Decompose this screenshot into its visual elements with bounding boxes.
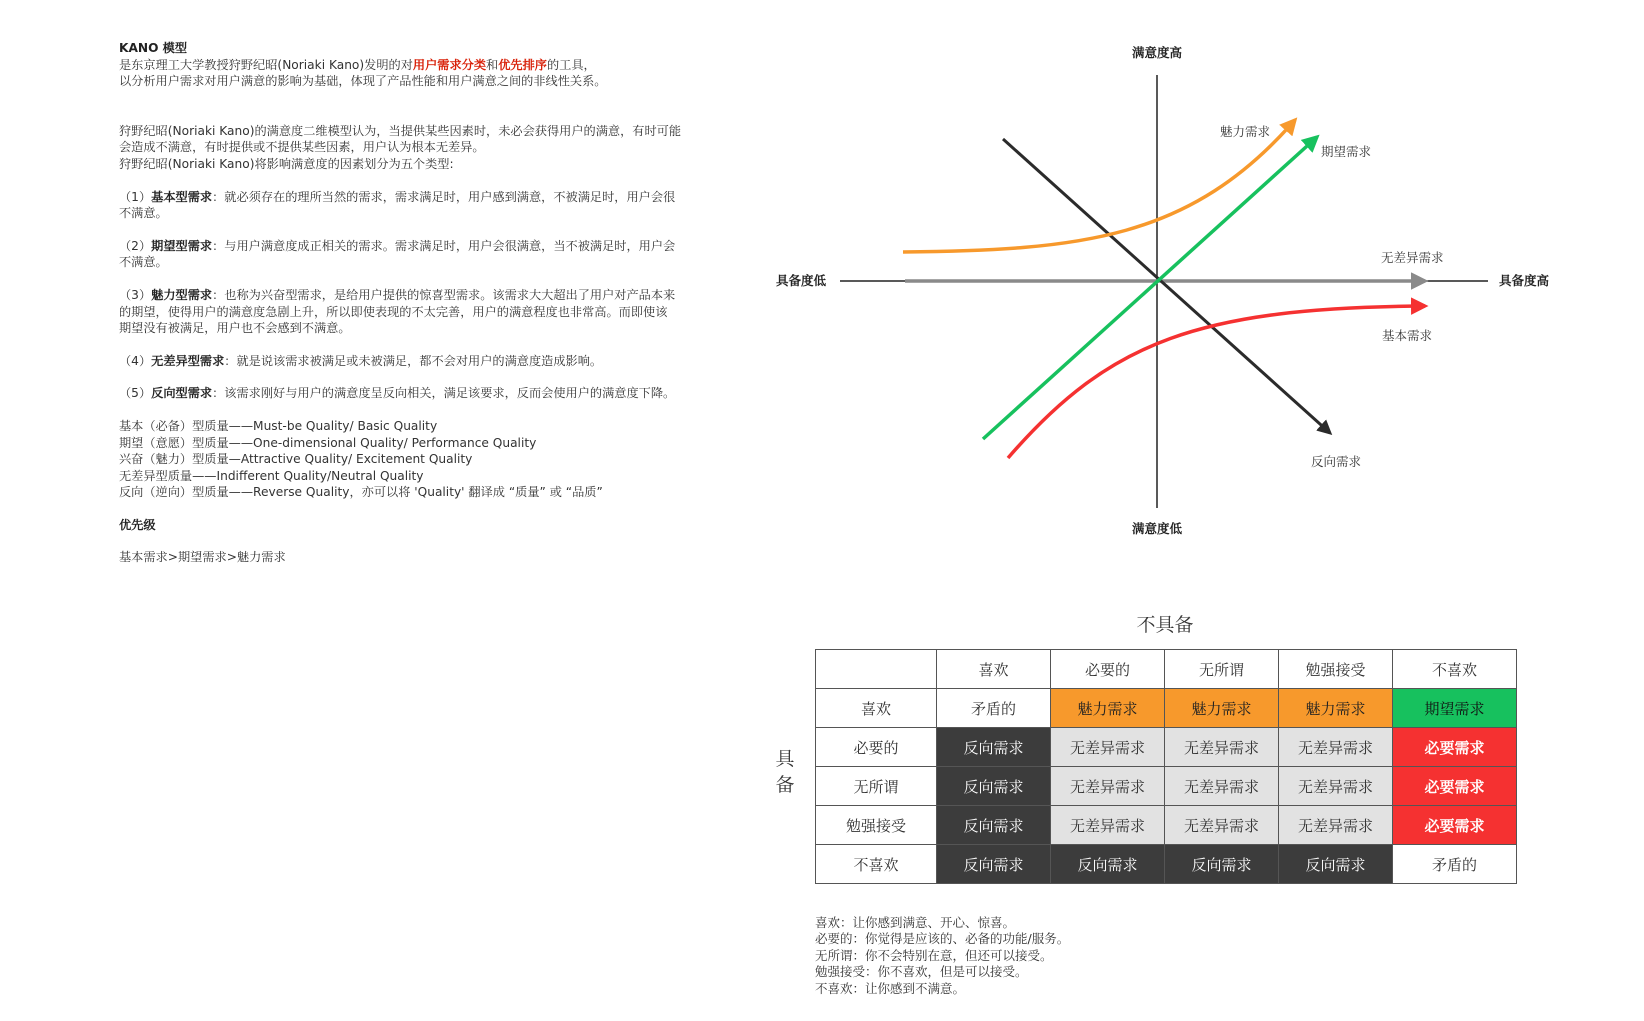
- legend-line: 不喜欢：让你感到不满意。: [815, 980, 966, 996]
- quality-line-2: 期望（意愿）型质量——One-dimensional Quality/ Performance Quality: [119, 435, 537, 450]
- table-row: [816, 845, 1517, 884]
- type-3-line-3: 期望没有被满足，用户也不会感到不满意。: [119, 321, 351, 336]
- table-row: [816, 689, 1517, 728]
- type-3-line-1: （3）魅力型需求：也称为兴奋型需求，是给用户提供的惊喜型需求。该需求大大超出了用户对产品本来: [119, 287, 676, 302]
- table-cell: 无差异需求: [1279, 728, 1393, 767]
- type-3-line-2: 的期望，使得用户的满意度急剧上升，所以即使表现的不太完善，用户的满意程度也非常高。而即使该: [119, 304, 668, 319]
- quality-line-4: 无差异型质量——Indifferent Quality/Neutral Quality: [119, 468, 424, 483]
- legend-line: 勉强接受：你不喜欢，但是可以接受。: [815, 964, 1028, 980]
- legend-line: 无所谓：你不会特别在意，但还可以接受。: [815, 947, 1053, 963]
- table-cell: 魅力需求: [1279, 689, 1393, 728]
- intro-line-1: 是东京理工大学教授狩野纪昭(Noriaki Kano)发明的对用户需求分类和优先排序的工具，: [119, 57, 596, 72]
- table-cell: 魅力需求: [1165, 689, 1279, 728]
- table-header-cell: 不喜欢: [1393, 650, 1517, 689]
- curve-attractive: [903, 120, 1295, 252]
- quality-line-1: 基本（必备）型质量——Must-be Quality/ Basic Quality: [119, 418, 438, 433]
- table-cell: 无差异需求: [1279, 806, 1393, 845]
- table-row-title: 具 备: [775, 748, 795, 796]
- table-cell: 期望需求: [1393, 689, 1517, 728]
- table-cell: 反向需求: [937, 806, 1051, 845]
- table-row-label: 喜欢: [816, 689, 937, 728]
- intro-line-2: 以分析用户需求对用户满意的影响为基础，体现了产品性能和用户满意之间的非线性关系。: [119, 74, 607, 89]
- model-line-3: 狩野纪昭(Noriaki Kano)将影响满意度的因素划分为五个类型:: [119, 156, 454, 171]
- curve-performance: [983, 137, 1317, 439]
- table-header-cell: 无所谓: [1165, 650, 1279, 689]
- label-basic: 基本需求: [1382, 328, 1433, 343]
- model-line-1: 狩野纪昭(Noriaki Kano)的满意度二维模型认为，当提供某些因素时，未必会获得用户的满意，有时可能: [119, 123, 682, 138]
- table-cell: 反向需求: [937, 728, 1051, 767]
- x-axis-right-label: 具备度高: [1499, 273, 1550, 288]
- x-axis-left-label: 具备度低: [775, 273, 826, 288]
- table-cell: 矛盾的: [937, 689, 1051, 728]
- table-header-row: [816, 650, 1517, 689]
- table-cell: 无差异需求: [1165, 806, 1279, 845]
- y-axis-bottom-label: 满意度低: [1131, 521, 1183, 536]
- highlight-priority: 优先排序: [498, 57, 547, 72]
- type-2-line-2: 不满意。: [119, 255, 168, 270]
- table-header-cell: 必要的: [1051, 650, 1165, 689]
- table-cell: 无差异需求: [1051, 767, 1165, 806]
- table-cell: 反向需求: [937, 767, 1051, 806]
- table-cell: 无差异需求: [1279, 767, 1393, 806]
- label-performance: 期望需求: [1321, 144, 1372, 159]
- table-row: [816, 806, 1517, 845]
- table-row-label: 不喜欢: [816, 845, 937, 884]
- label-indifferent: 无差异需求: [1381, 250, 1444, 265]
- type-5-line-1: （5）反向型需求：该需求刚好与用户的满意度呈反向相关，满足该要求，反而会使用户的满意度下降。: [119, 386, 676, 401]
- quality-line-3: 兴奋（魅力）型质量—Attractive Quality/ Excitement Quality: [119, 452, 473, 467]
- curve-basic: [1008, 306, 1425, 458]
- table-row: [816, 728, 1517, 767]
- type-1-line-1: （1）基本型需求：就必须存在的理所当然的需求，需求满足时，用户感到满意，不被满足时，用户会很: [119, 189, 676, 204]
- type-2-line-1: （2）期望型需求：与用户满意度成正相关的需求。需求满足时，用户会很满意，当不被满足时，用户会: [119, 238, 676, 253]
- table-header-cell: [816, 650, 937, 689]
- table-row-label: 勉强接受: [816, 806, 937, 845]
- table-cell: 无差异需求: [1051, 806, 1165, 845]
- table-cell: 必要需求: [1393, 767, 1517, 806]
- kano-evaluation-table: [815, 649, 1517, 884]
- quality-line-5: 反向（逆向）型质量——Reverse Quality，亦可以将 'Quality' 翻译成 “质量” 或 “品质”: [119, 485, 603, 500]
- legend-line: 喜欢：让你感到满意、开心、惊喜。: [815, 915, 1016, 930]
- table-cell: 无差异需求: [1051, 728, 1165, 767]
- table-cell: 魅力需求: [1051, 689, 1165, 728]
- table-cell: 必要需求: [1393, 728, 1517, 767]
- table-cell: 无差异需求: [1165, 728, 1279, 767]
- answer-legend: [815, 915, 1069, 997]
- type-3-name: 魅力型需求: [151, 287, 213, 302]
- table-row-label: 无所谓: [816, 767, 937, 806]
- table-cell: 反向需求: [1051, 845, 1165, 884]
- intro-title: KANO 模型: [119, 41, 188, 55]
- label-attractive: 魅力需求: [1220, 124, 1271, 139]
- table-row-label: 必要的: [816, 728, 937, 767]
- type-4-line-1: （4）无差异型需求：就是说该需求被满足或未被满足，都不会对用户的满意度造成影响。: [119, 353, 603, 368]
- priority-title: 优先级: [119, 517, 156, 532]
- highlight-classification: 用户需求分类: [412, 57, 487, 72]
- table-cell: 反向需求: [937, 845, 1051, 884]
- label-reverse: 反向需求: [1311, 454, 1362, 469]
- table-cell: 反向需求: [1165, 845, 1279, 884]
- type-1-line-2: 不满意。: [119, 206, 168, 221]
- table-cell: 矛盾的: [1393, 845, 1517, 884]
- curve-reverse: [1003, 139, 1330, 433]
- table-column-title: 不具备: [1136, 614, 1194, 636]
- type-1-name: 基本型需求: [151, 189, 213, 204]
- type-4-name: 无差异型需求: [151, 353, 225, 368]
- priority-text: 基本需求>期望需求>魅力需求: [119, 550, 286, 565]
- y-axis-top-label: 满意度高: [1131, 45, 1183, 60]
- table-cell: 无差异需求: [1165, 767, 1279, 806]
- type-2-name: 期望型需求: [151, 238, 213, 253]
- table-cell: 必要需求: [1393, 806, 1517, 845]
- table-header-cell: 喜欢: [937, 650, 1051, 689]
- model-line-2: 会造成不满意，有时提供或不提供某些因素，用户认为根本无差异。: [119, 140, 485, 155]
- type-5-name: 反向型需求: [151, 386, 213, 401]
- table-row: [816, 767, 1517, 806]
- table-cell: 反向需求: [1279, 845, 1393, 884]
- legend-line: 必要的：你觉得是应该的、必备的功能/服务。: [815, 931, 1070, 947]
- table-header-cell: 勉强接受: [1279, 650, 1393, 689]
